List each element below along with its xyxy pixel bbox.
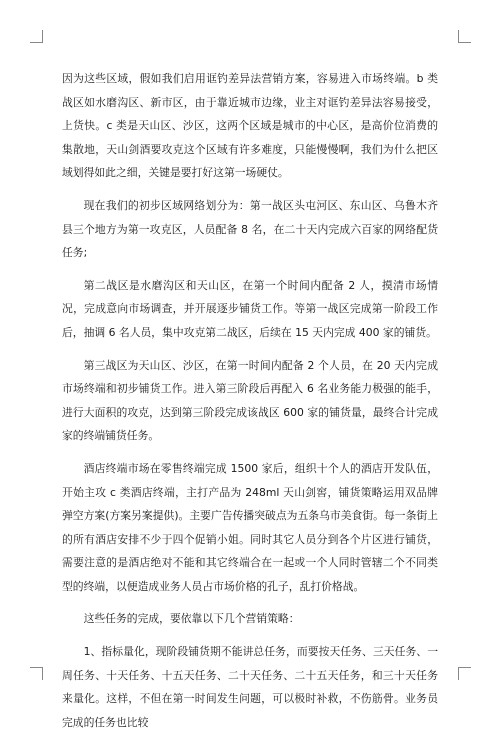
crop-mark-bottom-left (30, 667, 43, 680)
crop-mark-bottom-right (458, 667, 471, 680)
paragraph: 因为这些区域，假如我们启用诓钓差异法营销方案，容易进入市场终端。b 类战区如水磨沟区、新市区，由于靠近城市边缘，业主对诓钓差异法容易接受，上货快。c 类是天山区、沙区，这两个区域是城市的中心区，是高价位消费的集散地，天山剑酒要攻克这个区域有许多难度，只能慢慢啊，我们为什么把区域划得如此之细，关键是要打好这第一场硬仗。 (62, 72, 438, 180)
paragraph: 酒店终端市场在零售终端完成 1500 家后，组织十个人的酒店开发队伍，开始主攻 c 类酒店终端，主打产品为 248ml 天山剑窖，铺货策略运用双品牌弹空方案(方案另案提供)。主要广告传播突破点为五条乌市美食街。每一条街上的所有酒店安排不少于四个促销小姐。同时其它人员分到各个片区进行铺货，需要注意的是酒店绝对不能和其它终端合在一起或一个人同时管辖二个不同类型的终端，以便造成业务人员占市场价格的孔子，乱打价格战。 (62, 461, 438, 593)
paragraph: 这些任务的完成，要依靠以下几个营销策略： (83, 612, 300, 626)
crop-mark-top-left (30, 30, 43, 43)
crop-mark-top-right (458, 30, 471, 43)
paragraph: 第三战区为天山区、沙区，在第一时间内配备 2 个人员，在 20 天内完成市场终端和初步铺货工作。进入第三阶段后再配入 6 名业务能力极强的能手，进行大面积的攻克，达到第三阶段完成该战区 600 家的铺货量，最终合计完成家的终端铺货任务。 (62, 358, 438, 443)
document-body (62, 67, 438, 743)
paragraph: 第二战区是水磨沟区和天山区，在第一个时间内配备 2 人，摸清市场情况，完成意向市场调查，并开展逐步铺货工作。等第一战区完成第一阶段工作后，抽调 6 名人员，集中攻克第二战区，后续在 15 天内完成 400 家的铺货。 (62, 278, 438, 339)
paragraph: 现在我们的初步区域网络划分为：第一战区头屯河区、东山区、乌鲁木齐县三个地方为第一攻克区，人员配备 8 名，在二十天内完成六百家的网络配货任务; (62, 198, 438, 260)
paragraph: 1、指标量化，现阶段铺货期不能讲总任务，而要按天任务、三天任务、一周任务、十天任务、十五天任务、二十天任务、二十五天任务，和三十天任务来量化。这样，不但在第一时间发生问题，可以极时补救，不伤筋骨。业务员完成的任务也比较 (62, 645, 438, 729)
